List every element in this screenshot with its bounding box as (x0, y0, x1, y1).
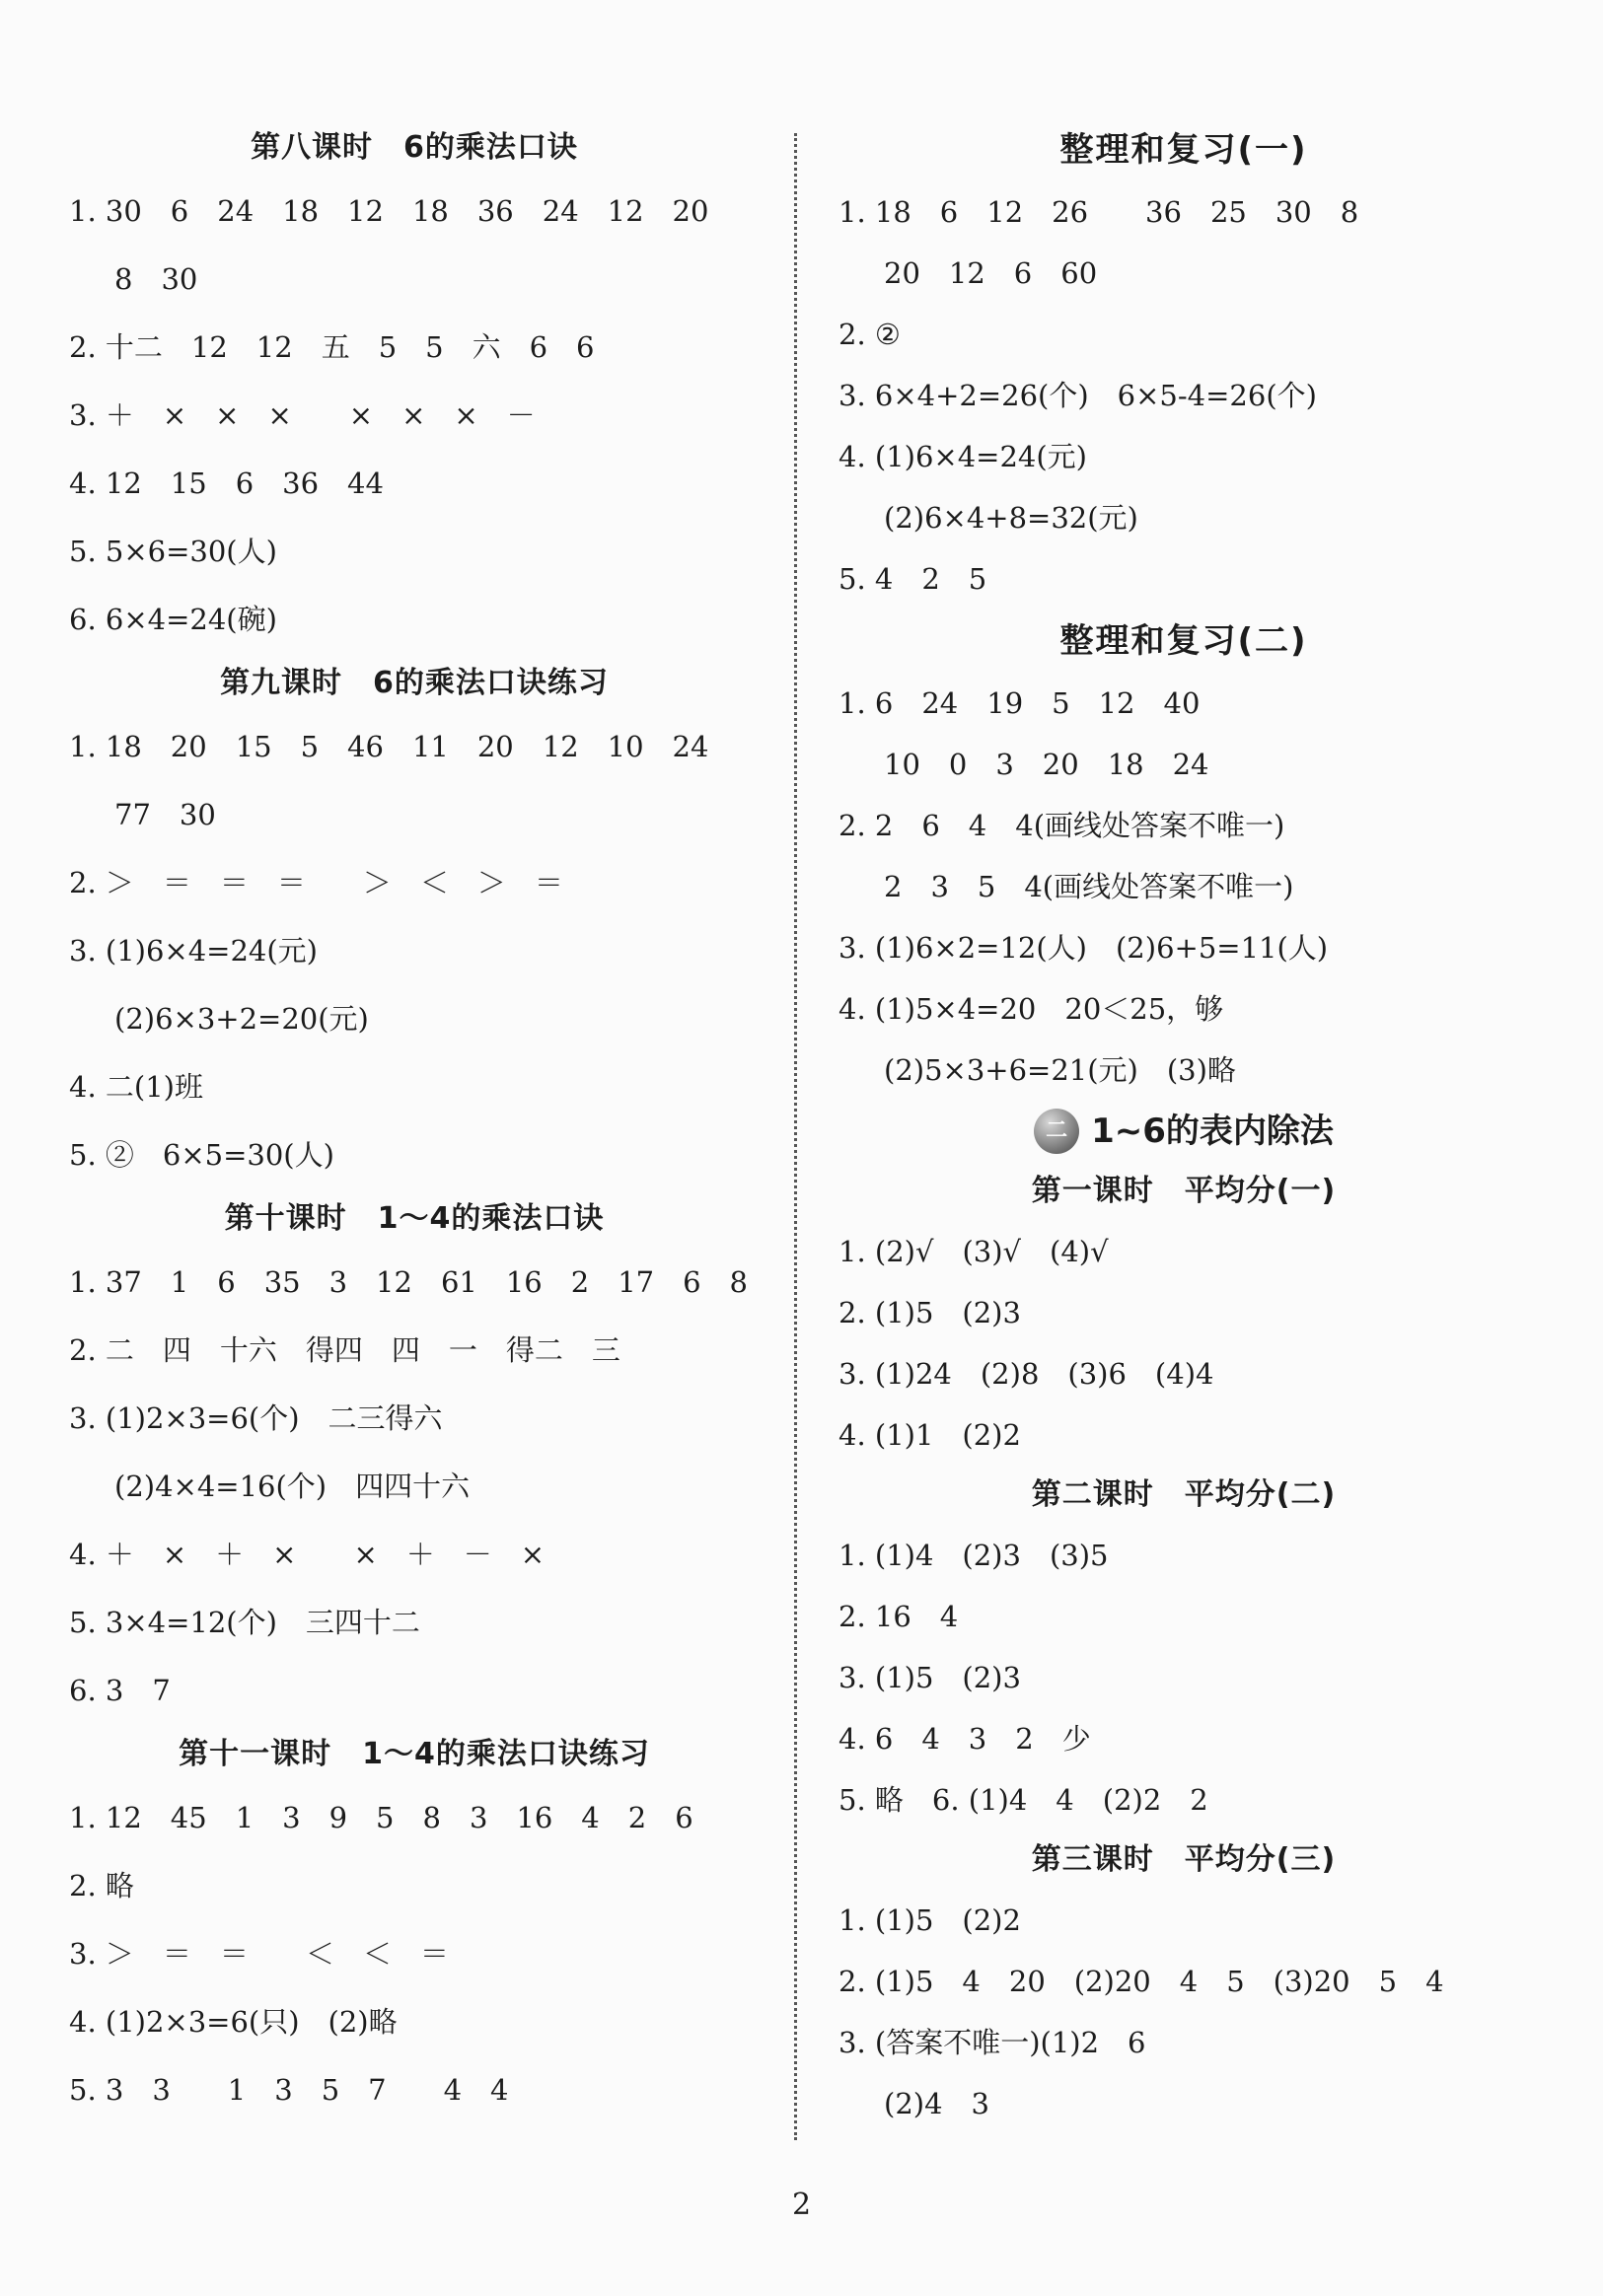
answer-line: 1. (1)5 (2)2 (838, 1903, 1021, 1937)
answer-line: 1. 12 45 1 3 9 5 8 3 16 4 2 6 (69, 1801, 693, 1834)
answer-line: 4. 6 4 3 2 少 (838, 1722, 1091, 1756)
section-title: 第一课时 平均分(一) (1031, 1174, 1337, 1208)
answer-line: 4. (1)1 (2)2 (838, 1418, 1021, 1452)
answer-line: 2. (1)5 (2)3 (838, 1296, 1021, 1329)
unit-number-icon: 二 (1034, 1109, 1079, 1154)
answer-line: 1. 30 6 24 18 12 18 36 24 12 20 (69, 194, 709, 228)
answer-line: 1. (2)√ (3)√ (4)√ (838, 1235, 1109, 1268)
answer-line: (2)5×3+6=21(元) (3)略 (884, 1053, 1236, 1087)
answer-line: 5. 4 2 5 (838, 562, 987, 596)
answer-line: (2)6×4+8=32(元) (884, 501, 1138, 535)
unit-title: 1~6的表内除法 (1091, 1112, 1334, 1151)
answer-line: 3. (答案不唯一)(1)2 6 (838, 2026, 1146, 2059)
answer-line: 8 30 (114, 262, 198, 296)
section-title: 第三课时 平均分(三) (1031, 1842, 1337, 1877)
answer-line: 5. 5×6=30(人) (69, 535, 277, 568)
answer-line: 1. 37 1 6 35 3 12 61 16 2 17 6 8 (69, 1265, 749, 1299)
answer-line: 2. 16 4 (838, 1600, 959, 1633)
answer-line: 4. (1)2×3=6(只) (2)略 (69, 2005, 398, 2039)
column-divider (794, 133, 797, 2140)
section-title: 第九课时 6的乘法口诀练习 (220, 666, 609, 700)
answer-line: 2. ＞ ＝ ＝ ＝ ＞ ＜ ＞ ＝ (69, 866, 563, 899)
answer-line: 4. 12 15 6 36 44 (69, 466, 384, 500)
answer-line: 2. ② (838, 318, 901, 351)
review-title: 整理和复习(二) (1059, 621, 1308, 661)
answer-line: 2. 十二 12 12 五 5 5 六 6 6 (69, 330, 595, 364)
answer-line: 2. 2 6 4 4(画线处答案不唯一) (838, 809, 1285, 842)
unit-heading (838, 1101, 1529, 1162)
section-title: 第八课时 6的乘法口诀 (251, 130, 578, 165)
answer-line: 4. 二(1)班 (69, 1070, 203, 1104)
answer-line: 3. ＋ × × × × × × － (69, 398, 536, 432)
answer-line: 5. ② 6×5=30(人) (69, 1138, 334, 1172)
answer-line: 2. 二 四 十六 得四 四 一 得二 三 (69, 1333, 620, 1367)
right-column (838, 118, 1529, 2134)
answer-line: 2 3 5 4(画线处答案不唯一) (884, 870, 1294, 903)
answer-line: 6. 6×4=24(碗) (69, 603, 277, 636)
answer-line: (2)6×3+2=20(元) (114, 1002, 369, 1036)
answer-line: 3. (1)6×4=24(元) (69, 934, 318, 968)
answer-line: 4. ＋ × ＋ × × ＋ － × (69, 1538, 546, 1571)
left-column (69, 118, 760, 2124)
answer-line: 10 0 3 20 18 24 (884, 748, 1209, 781)
review-title: 整理和复习(一) (1059, 130, 1308, 170)
answer-line: (2)4×4=16(个) 四四十六 (114, 1470, 471, 1503)
answer-line: 3. ＞ ＝ ＝ ＜ ＜ ＝ (69, 1937, 449, 1971)
answer-line: 3. 6×4+2=26(个) 6×5-4=26(个) (838, 379, 1317, 412)
answer-line: 5. 3 3 1 3 5 7 4 4 (69, 2073, 509, 2107)
answer-line: 3. (1)24 (2)8 (3)6 (4)4 (838, 1357, 1214, 1391)
answer-line: 4. (1)6×4=24(元) (838, 440, 1087, 473)
section-title: 第二课时 平均分(二) (1031, 1477, 1337, 1512)
answer-line: 2. (1)5 4 20 (2)20 4 5 (3)20 5 4 (838, 1965, 1444, 1998)
answer-line: 20 12 6 60 (884, 256, 1098, 290)
section-title: 第十课时 1～4的乘法口诀 (224, 1201, 605, 1236)
page-number: 2 (791, 2188, 812, 2222)
answer-line: 3. (1)5 (2)3 (838, 1661, 1021, 1694)
answer-line: 1. (1)4 (2)3 (3)5 (838, 1539, 1109, 1572)
answer-line: (2)4 3 (884, 2087, 989, 2120)
answer-line: 2. 略 (69, 1869, 134, 1902)
answer-line: 1. 18 6 12 26 36 25 30 8 (838, 195, 1359, 229)
answer-line: 77 30 (114, 798, 216, 831)
answer-line: 6. 3 7 (69, 1674, 171, 1707)
section-title: 第十一课时 1～4的乘法口诀练习 (179, 1737, 650, 1771)
answer-line: 1. 6 24 19 5 12 40 (838, 686, 1201, 720)
answer-line: 5. 3×4=12(个) 三四十二 (69, 1606, 420, 1639)
answer-line: 5. 略 6. (1)4 4 (2)2 2 (838, 1783, 1208, 1817)
answer-line: 4. (1)5×4=20 20＜25，够 (838, 992, 1224, 1026)
answer-line: 3. (1)6×2=12(人) (2)6+5=11(人) (838, 931, 1329, 965)
answer-line: 3. (1)2×3=6(个) 二三得六 (69, 1401, 443, 1435)
answer-line: 1. 18 20 15 5 46 11 20 12 10 24 (69, 730, 709, 763)
